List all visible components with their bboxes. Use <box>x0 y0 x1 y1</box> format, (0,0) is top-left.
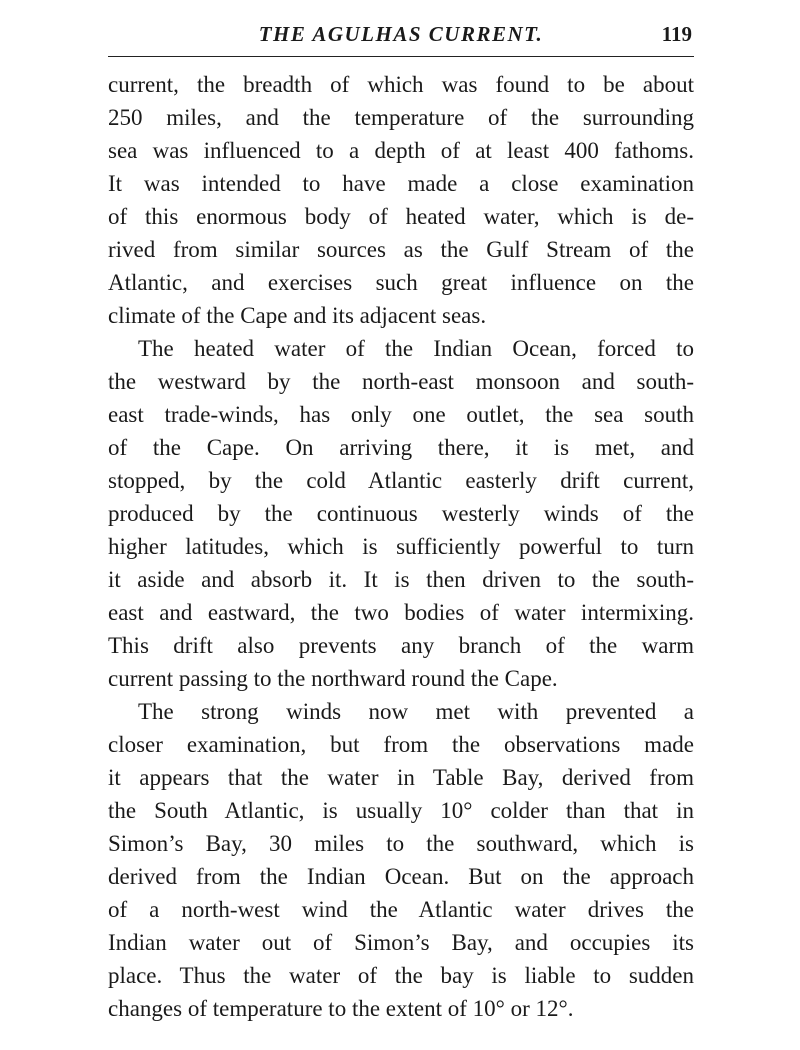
paragraph-1 <box>108 68 694 332</box>
body-text <box>108 68 694 1025</box>
text-line: derived from the Indian Ocean. But on the approach <box>108 864 694 889</box>
text-line: it aside and absorb it. It is then driven to the south- <box>108 567 694 592</box>
text-line: It was intended to have made a close examination <box>108 171 694 196</box>
text-line: east and eastward, the two bodies of water intermixing. <box>108 600 694 625</box>
text-line: 250 miles, and the temperature of the surrounding <box>108 105 694 130</box>
text-line: changes of temperature to the extent of 10° or 12°. <box>108 996 574 1021</box>
text-line: it appears that the water in Table Bay, derived from <box>108 765 694 790</box>
paragraph-2 <box>108 332 694 695</box>
running-head <box>108 18 694 50</box>
page-number: 119 <box>661 22 692 46</box>
text-line: climate of the Cape and its adjacent seas. <box>108 303 487 328</box>
text-line: the South Atlantic, is usually 10° colder than that in <box>108 798 694 823</box>
text-line: The heated water of the Indian Ocean, forced to <box>138 336 694 361</box>
text-line: the westward by the north-east monsoon and south- <box>108 369 694 394</box>
text-line: Atlantic, and exercises such great influence on the <box>108 270 694 295</box>
text-line: current, the breadth of which was found to be about <box>108 72 694 97</box>
header-rule <box>108 56 694 57</box>
running-title: THE AGULHAS CURRENT. <box>258 22 544 46</box>
text-line: sea was influenced to a depth of at least 400 fathoms. <box>108 138 694 163</box>
text-line: east trade-winds, has only one outlet, the sea south <box>108 402 694 427</box>
text-line: Indian water out of Simon’s Bay, and occupies its <box>108 930 694 955</box>
text-line: of a north-west wind the Atlantic water drives the <box>108 897 694 922</box>
text-line: of the Cape. On arriving there, it is met, and <box>108 435 694 460</box>
text-line: rived from similar sources as the Gulf Stream of the <box>108 237 694 262</box>
text-line: produced by the continuous westerly winds of the <box>108 501 694 526</box>
text-line: stopped, by the cold Atlantic easterly drift current, <box>108 468 694 493</box>
text-line: The strong winds now met with prevented a <box>138 699 694 724</box>
text-line: of this enormous body of heated water, which is de- <box>108 204 694 229</box>
text-line: place. Thus the water of the bay is liable to sudden <box>108 963 694 988</box>
text-line: current passing to the northward round the Cape. <box>108 666 558 691</box>
text-line: closer examination, but from the observations made <box>108 732 694 757</box>
text-line: higher latitudes, which is sufficiently powerful to turn <box>108 534 694 559</box>
paragraph-3 <box>108 695 694 1025</box>
text-line: This drift also prevents any branch of the warm <box>108 633 694 658</box>
text-line: Simon’s Bay, 30 miles to the southward, which is <box>108 831 694 856</box>
